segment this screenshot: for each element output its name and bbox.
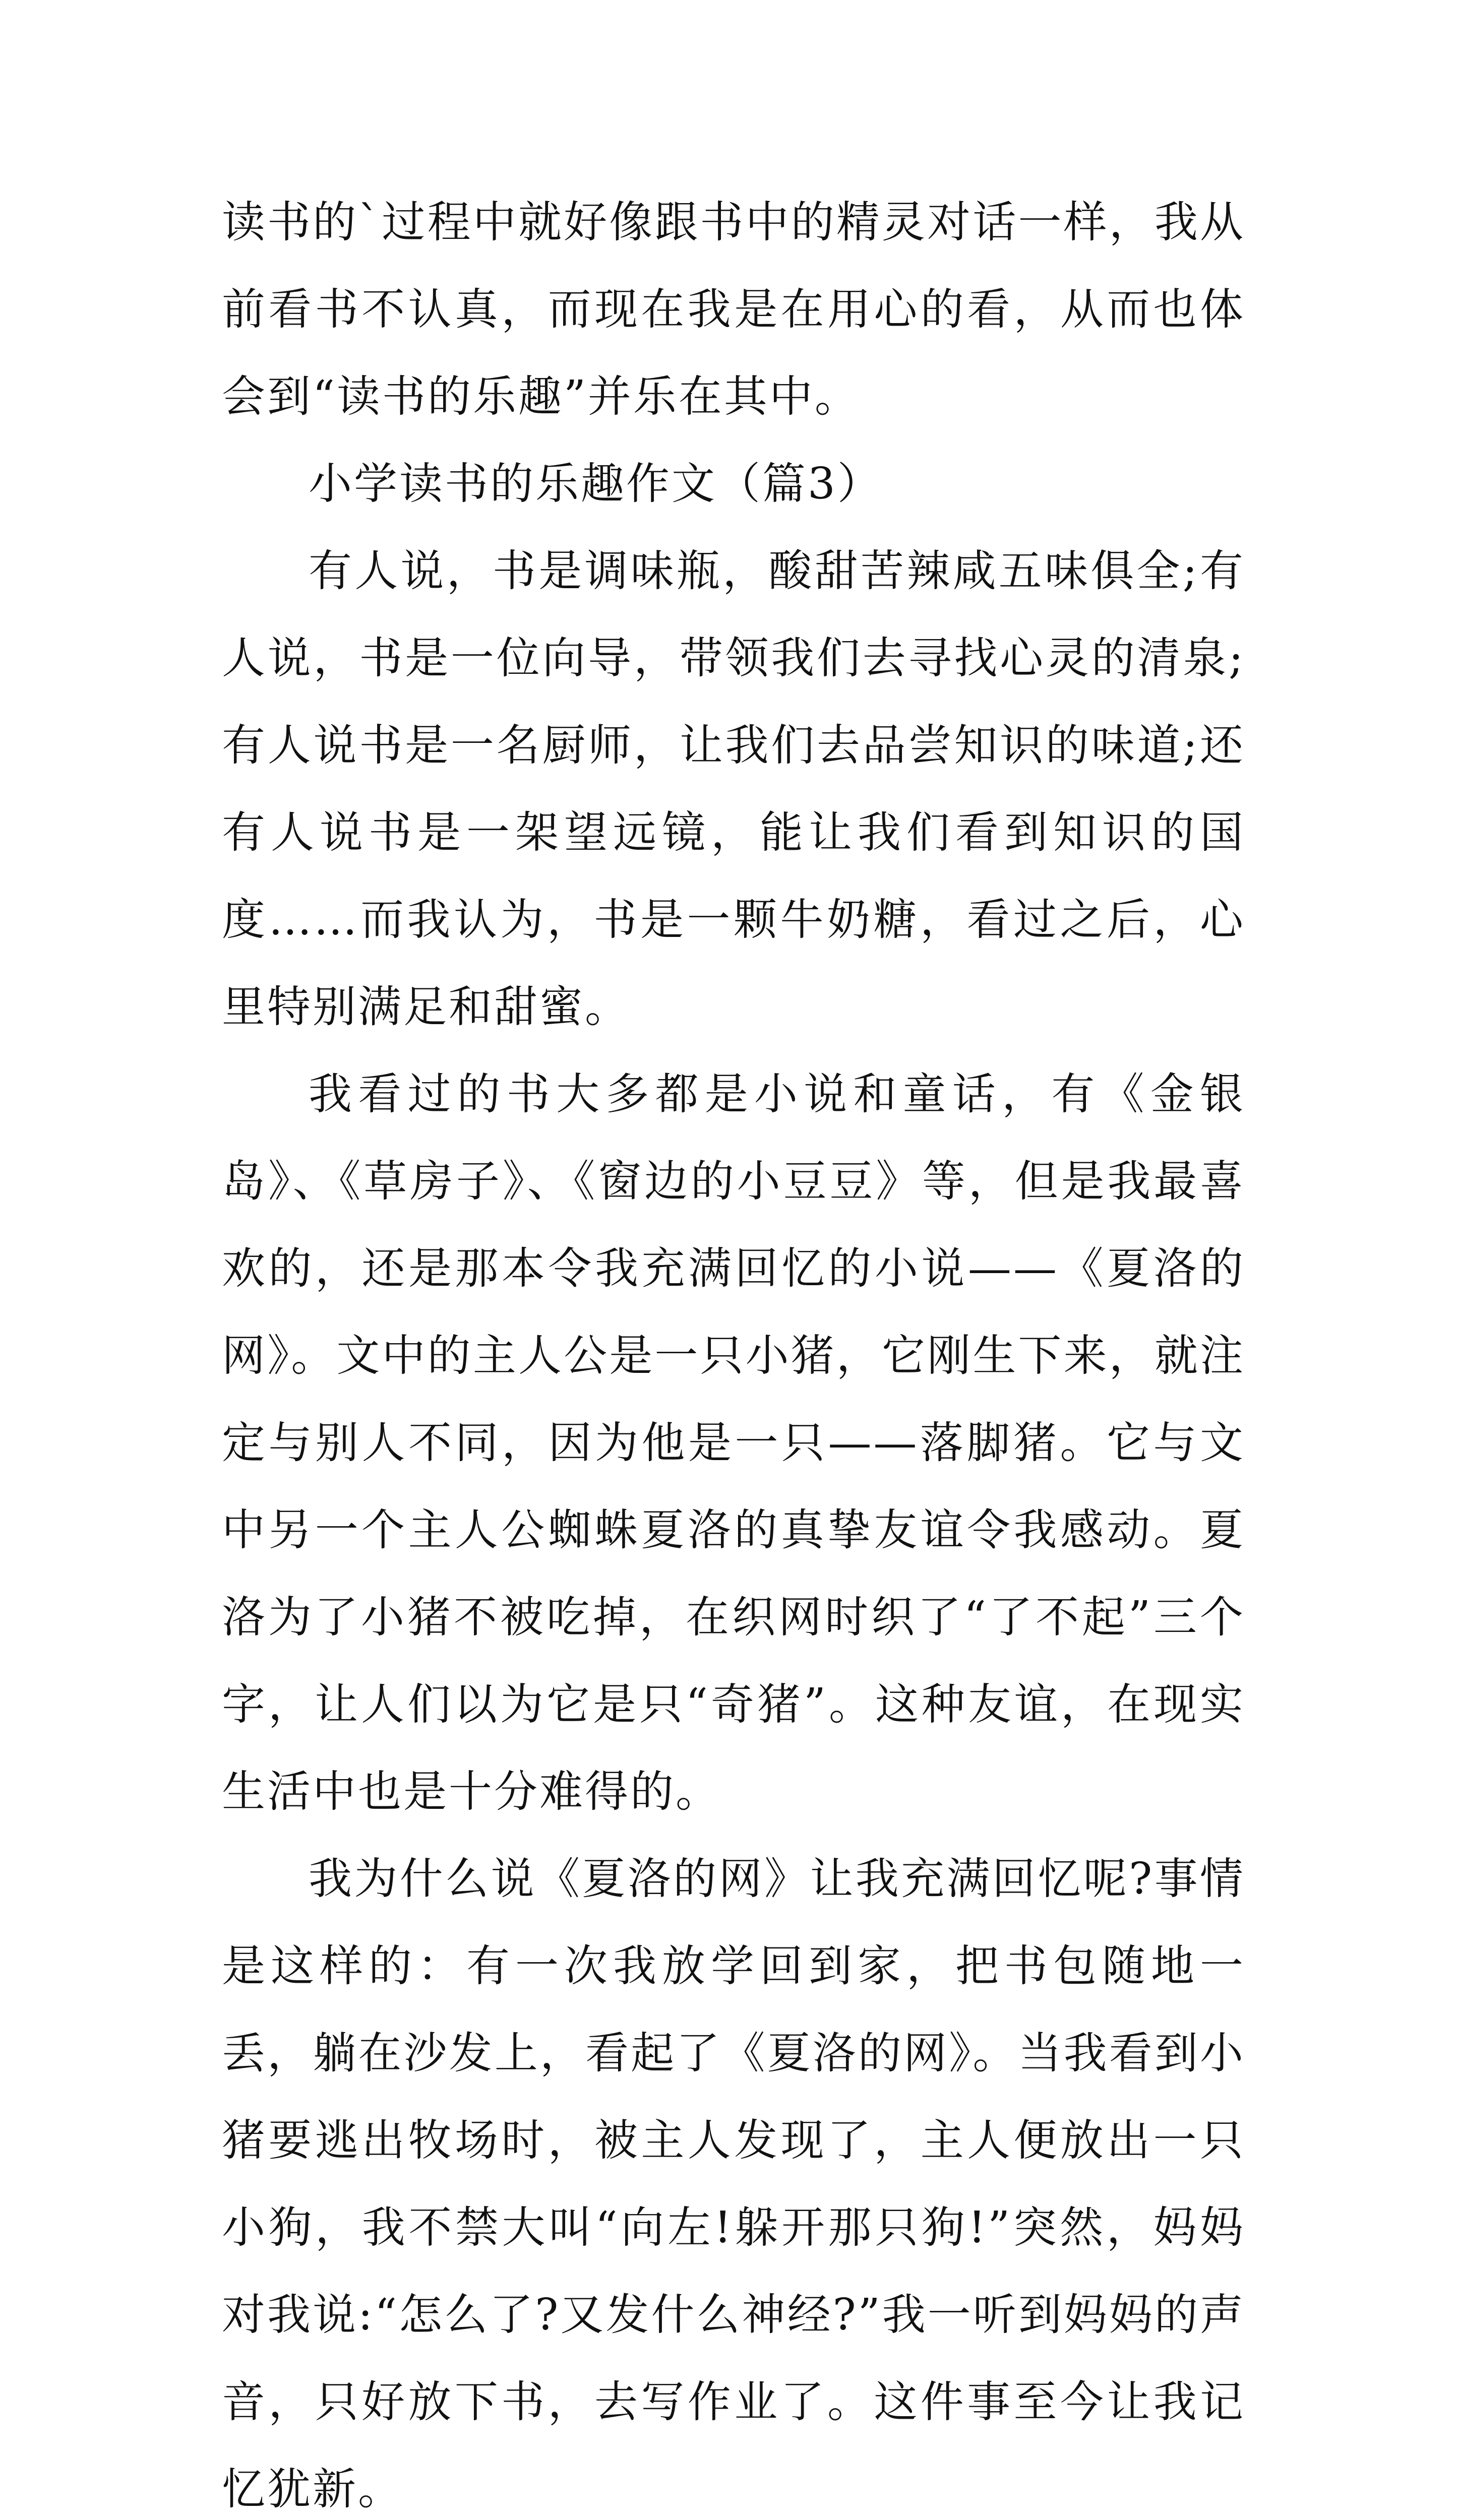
section-heading: 小学读书的乐趣作文（篇3） bbox=[309, 459, 883, 509]
paragraph-intro: 有人说，书是调味瓶，酸甜苦辣咸五味俱全;有人说，书是一位向导，带领我们去寻找心灵的清泉;有人说书是一名厨师，让我们去品尝知识的味道;还有人说书是一架望远镜，能让我们看到知识的国度……而我认为，书是一颗牛奶糖，看过之后，心里特别满足和甜蜜。 bbox=[222, 546, 1245, 1032]
paragraph-books: 我看过的书大多都是小说和童话，有《金银岛》、《草房子》、《窗边的小豆豆》等，但是我最喜欢的，还是那本令我充满回忆的小说——《夏洛的网》。文中的主人公是一只小猪，它刚生下来，就注定与别人不同，因为他是一只——落脚猪。它与文中另一个主人公蜘蛛夏洛的真挚友谊令我感动。夏洛为了小猪不被吃掉，在织网时织了“了不起”三个字，让人们以为它是只“奇猪”。这种友谊，在现实生活中也是十分难得的。 bbox=[222, 1069, 1245, 1817]
paragraph-continuation: 读书的`过程中就好像跟书中的精灵对话一样，我从前看书不认真，而现在我是在用心的看，从而也体会到“读书的乐趣”并乐在其中。 bbox=[222, 197, 1245, 422]
document-body bbox=[222, 179, 1245, 2520]
paragraph-memory: 我为什么说《夏洛的网》让我充满回忆呢?事情是这样的：有一次我放学回到家，把书包随地一丢，躺在沙发上，看起了《夏洛的网》。当我看到小猪要逃出牧场时，被主人发现了，主人便放出一只小狗，我不禁大叫“向左!躲开那只狗!”突然，妈妈对我说:“怎么了?又发什么神经?”我一听到妈妈的声音，只好放下书，去写作业了。这件事至今让我记忆犹新。 bbox=[222, 1854, 1245, 2514]
